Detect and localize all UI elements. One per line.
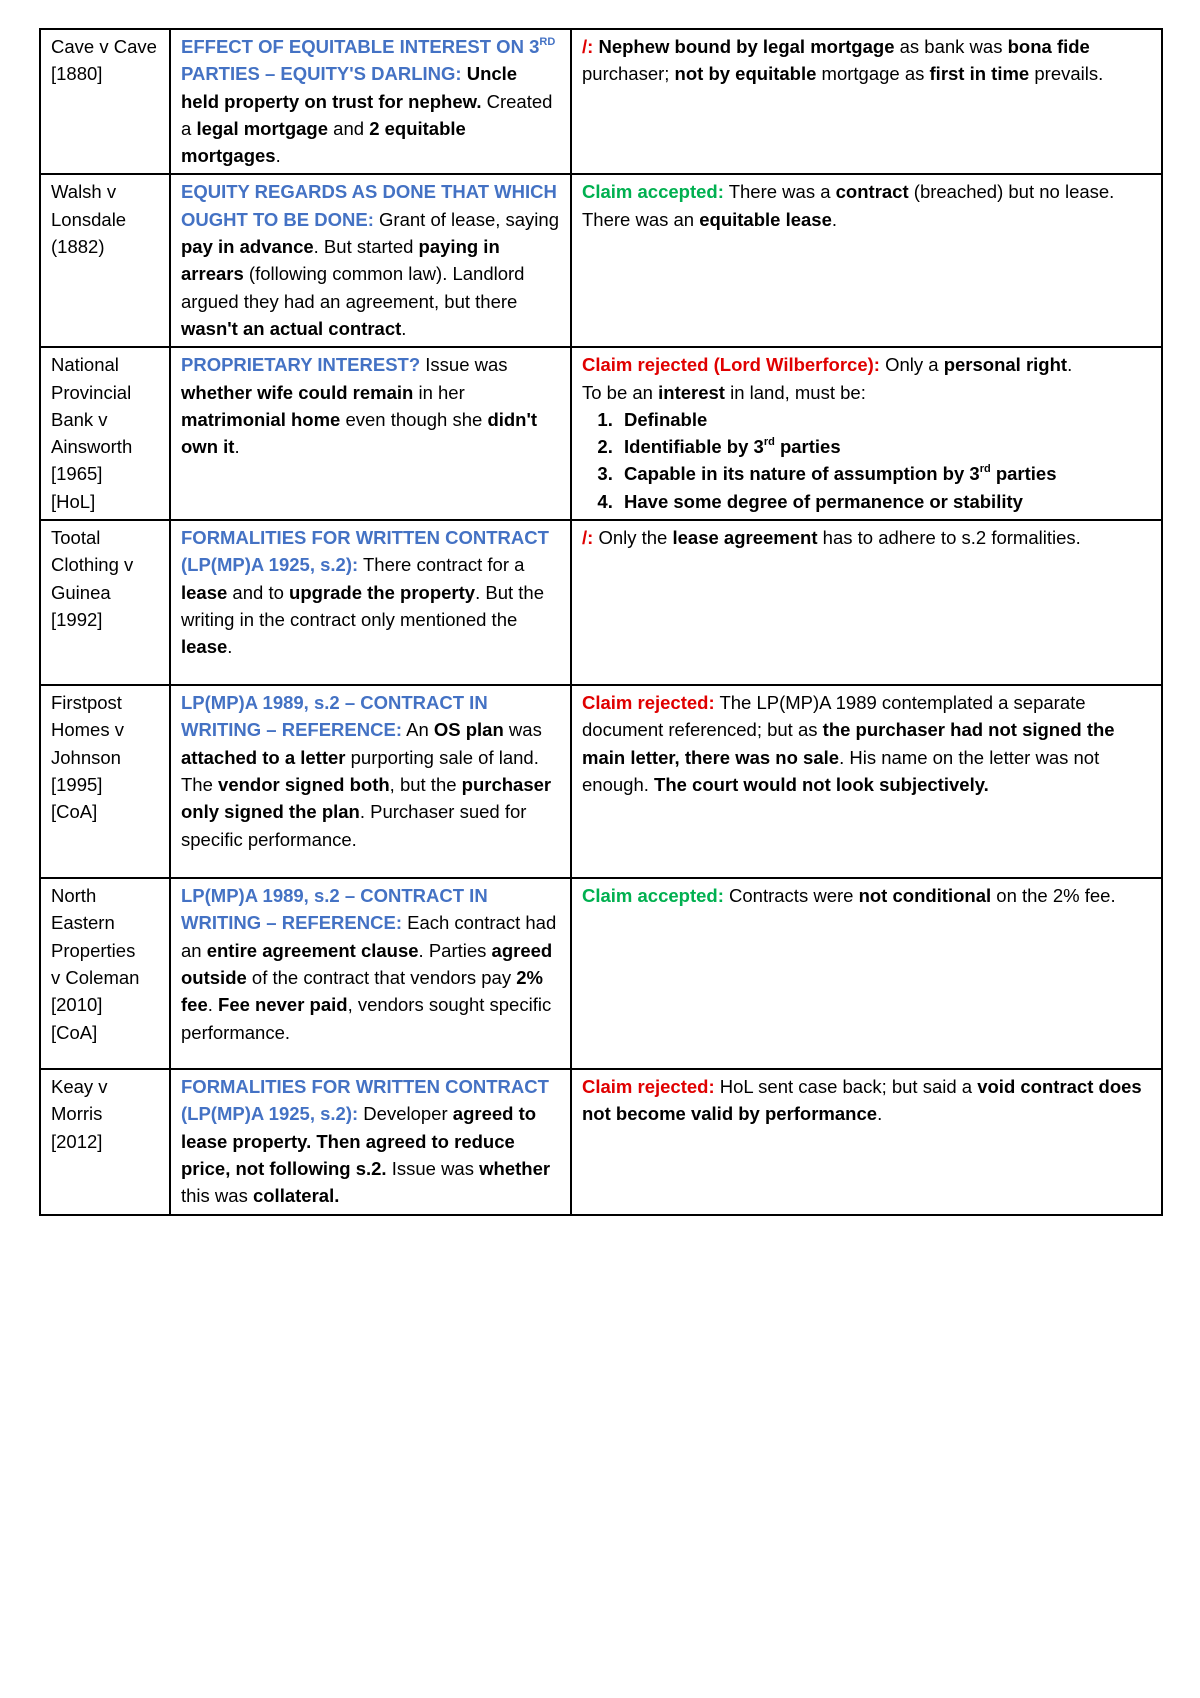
table-row xyxy=(40,878,1162,1069)
issue-heading: LP(MP)A 1989, s.2 – CONTRACT IN WRITING – REFERENCE: xyxy=(181,692,488,741)
case-table xyxy=(39,28,1163,1216)
case-name-cell: Tootal Clothing v Guinea [1992] xyxy=(40,520,170,685)
issue-cell: LP(MP)A 1989, s.2 – CONTRACT IN WRITING – REFERENCE: Each contract had an entire agreement clause. Parties agreed outside of the contract that vendors pay 2% fee. Fee never paid, vendors sought specific performance. xyxy=(170,878,571,1069)
issue-cell: PROPRIETARY INTEREST? Issue was whether wife could remain in her matrimonial home even though she didn't own it. xyxy=(170,347,571,520)
outcome-cell: Claim accepted: Contracts were not conditional on the 2% fee. xyxy=(571,878,1162,1069)
list-item: 3. Capable in its nature of assumption by 3rd parties xyxy=(618,460,1151,487)
issue-cell: FORMALITIES FOR WRITTEN CONTRACT (LP(MP)A 1925, s.2): There contract for a lease and to upgrade the property. But the writing in the contract only mentioned the lease. xyxy=(170,520,571,685)
list-item: 1. Definable xyxy=(618,406,1151,433)
issue-cell: FORMALITIES FOR WRITTEN CONTRACT (LP(MP)A 1925, s.2): Developer agreed to lease property. Then agreed to reduce price, not following s.2. Issue was whether this was collateral. xyxy=(170,1069,571,1214)
table-row xyxy=(40,174,1162,347)
list-item: 4. Have some degree of permanence or stability xyxy=(618,488,1151,515)
case-name-cell: Keay v Morris [2012] xyxy=(40,1069,170,1214)
outcome-label: Claim accepted: xyxy=(582,181,724,203)
table-row xyxy=(40,520,1162,685)
table-row xyxy=(40,29,1162,174)
issue-heading: LP(MP)A 1989, s.2 – CONTRACT IN WRITING – REFERENCE: xyxy=(181,885,488,934)
table-row xyxy=(40,347,1162,520)
case-name-cell: Cave v Cave [1880] xyxy=(40,29,170,174)
list-item: 2. Identifiable by 3rd parties xyxy=(618,433,1151,460)
outcome-label: /: xyxy=(582,36,594,57)
case-name-cell: National Provincial Bank v Ainsworth [1965] [HoL] xyxy=(40,347,170,520)
outcome-cell: Claim rejected: The LP(MP)A 1989 contemplated a separate document referenced; but as the purchaser had not signed the main letter, there was no sale. His name on the letter was not enough. The court would not look subjectively. xyxy=(571,685,1162,878)
table-row xyxy=(40,685,1162,878)
case-name-cell: North Eastern Properties v Coleman [2010] [CoA] xyxy=(40,878,170,1069)
requirements-list xyxy=(582,406,1151,515)
issue-heading: EFFECT OF EQUITABLE INTEREST ON 3RD PARTIES – EQUITY'S DARLING: xyxy=(181,36,556,85)
table-row xyxy=(40,1069,1162,1214)
outcome-label: /: xyxy=(582,527,594,549)
outcome-cell: Claim accepted: There was a contract (breached) but no lease. There was an equitable lease. xyxy=(571,174,1162,347)
issue-cell: LP(MP)A 1989, s.2 – CONTRACT IN WRITING – REFERENCE: An OS plan was attached to a letter purporting sale of land. The vendor signed both, but the purchaser only signed the plan. Purchaser sued for specific performance. xyxy=(170,685,571,878)
outcome-label: Claim rejected: xyxy=(582,1076,715,1098)
issue-heading: FORMALITIES FOR WRITTEN CONTRACT (LP(MP)A 1925, s.2): xyxy=(181,527,549,576)
outcome-label: Claim accepted: xyxy=(582,885,724,907)
outcome-label: Claim rejected: xyxy=(582,692,715,714)
issue-cell: EQUITY REGARDS AS DONE THAT WHICH OUGHT TO BE DONE: Grant of lease, saying pay in advance. But started paying in arrears (following common law). Landlord argued they had an agreement, but there wasn't an actual contract. xyxy=(170,174,571,347)
outcome-label: Claim rejected (Lord Wilberforce): xyxy=(582,354,880,376)
outcome-cell: /: Only the lease agreement has to adhere to s.2 formalities. xyxy=(571,520,1162,685)
outcome-cell: Claim rejected (Lord Wilberforce): Only a personal right. To be an interest in land, must be: 1. Definable 2. Identifiable by 3rd parties 3. Capable in its nature of assumption by 3rd parties 4. Have some degree of permanence or stability xyxy=(571,347,1162,520)
case-name-cell: Firstpost Homes v Johnson [1995] [CoA] xyxy=(40,685,170,878)
issue-heading: EQUITY REGARDS AS DONE THAT WHICH OUGHT TO BE DONE: xyxy=(181,181,557,230)
issue-heading: FORMALITIES FOR WRITTEN CONTRACT (LP(MP)A 1925, s.2): xyxy=(181,1076,549,1125)
outcome-cell: /: Nephew bound by legal mortgage as bank was bona fide purchaser; not by equitable mortgage as first in time prevails. xyxy=(571,29,1162,174)
outcome-cell: Claim rejected: HoL sent case back; but said a void contract does not become valid by performance. xyxy=(571,1069,1162,1214)
case-name-cell: Walsh v Lonsdale (1882) xyxy=(40,174,170,347)
issue-heading: PROPRIETARY INTEREST? xyxy=(181,354,421,376)
issue-cell: EFFECT OF EQUITABLE INTEREST ON 3RD PARTIES – EQUITY'S DARLING: Uncle held property on trust for nephew. Created a legal mortgage and 2 equitable mortgages. xyxy=(170,29,571,174)
